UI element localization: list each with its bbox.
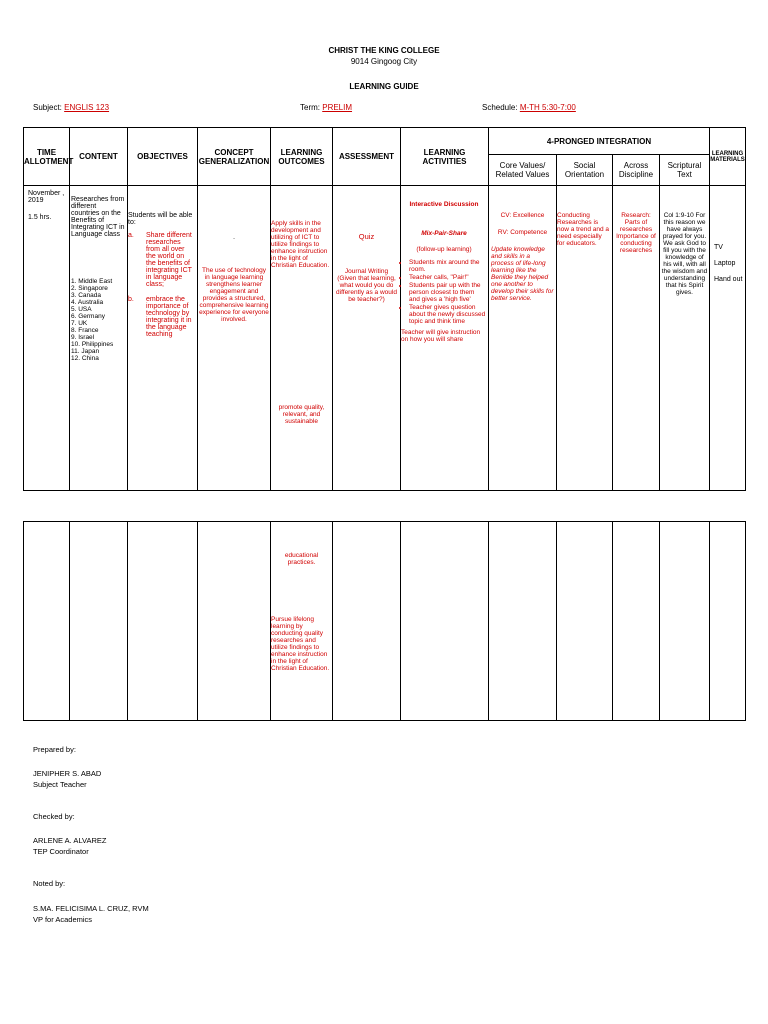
checked-by-label: Checked by: — [33, 812, 75, 821]
noted-by-name: S.MA. FELICISIMA L. CRUZ, RVM — [33, 904, 149, 913]
checked-by-title: TEP Coordinator — [33, 847, 89, 856]
schedule-value: M-TH 5:30-7:00 — [519, 103, 576, 112]
country-item: 5. USA — [71, 306, 92, 313]
materials-cell — [710, 186, 746, 491]
header-assessment: ASSESSMENT — [333, 128, 401, 186]
materials-list — [710, 186, 745, 283]
cont-scripture-cell — [660, 522, 710, 721]
cont-social-cell — [557, 522, 613, 721]
subject-value: ENGLIS 123 — [64, 103, 110, 112]
school-address: 9014 Gingoog City — [350, 57, 418, 66]
prepared-by-name: JENIPHER S. ABAD — [33, 769, 102, 778]
concept-text: The use of technology in language learning strengthens learner engagement and provides a structured, comprehensive learning experience for everyone involved. — [199, 267, 269, 323]
cont-core-values-cell — [489, 522, 557, 721]
country-item: 6. Germany — [71, 313, 105, 320]
concept-cell — [198, 186, 271, 491]
subject-label: Subject: — [33, 103, 62, 112]
activity-note: (follow-up learning) — [416, 246, 472, 253]
country-item: 7. UK — [71, 320, 88, 327]
activity-step: • Students mix around the room. — [409, 259, 487, 273]
material-item: Laptop — [714, 260, 736, 267]
core-value-cv: CV: Excellence — [500, 212, 545, 219]
objectives-intro: Students will be able to: — [128, 212, 193, 226]
cont-content-cell — [70, 522, 128, 721]
country-item: 12. China — [71, 355, 99, 362]
time-hours: 1.5 hrs. — [28, 214, 52, 221]
cont-across-cell — [613, 522, 660, 721]
country-item: 11. Japan — [71, 348, 100, 355]
country-item: 4. Australia — [71, 299, 104, 306]
cont-materials-cell — [710, 522, 746, 721]
cont-time-cell — [24, 522, 70, 721]
objective-b-marker: b. — [128, 296, 134, 303]
objective-a-marker: a. — [128, 232, 134, 239]
learning-guide-table-continued — [23, 521, 746, 721]
across-text: Research: Parts of researches Importance of conducting researches — [616, 212, 656, 254]
assessment-quiz: Quiz — [358, 232, 375, 241]
objective-b — [128, 296, 195, 338]
header-activities: LEARNING ACTIVITIES — [401, 128, 489, 186]
related-value-rv: RV: Competence — [497, 229, 548, 236]
outcomes-cell — [271, 186, 333, 491]
school-name: CHRIST THE KING COLLEGE — [328, 46, 440, 55]
learning-guide-table — [23, 127, 746, 491]
country-item: 1. Middle East — [71, 278, 113, 285]
header-objectives: OBJECTIVES — [128, 128, 198, 186]
activity-step: • Teacher calls, "Pair!" — [409, 274, 487, 281]
time-cell — [24, 186, 70, 491]
schedule-label: Schedule: — [482, 103, 518, 112]
content-intro: Researches from different countries on the Benefits of Integrating ICT in Language class — [71, 196, 125, 238]
country-item: 8. France — [71, 327, 99, 334]
time-date: November , 2019 — [28, 190, 65, 204]
outcome-promote: promote quality, relevant, and sustainable — [278, 404, 325, 425]
assessment-cell — [333, 186, 401, 491]
outcome-continued: educational practices. — [284, 552, 319, 566]
activity-steps — [401, 259, 487, 325]
outcome-apply: Apply skills in the development and utilizing of ICT to utilize findings to enhance instruction in the light of Christian Education. — [271, 220, 330, 269]
social-text: Conducting Researches is now a trend and a need especially for educators. — [557, 212, 610, 247]
objective-b-text: embrace the importance of technology by integrating it in the language teaching — [146, 296, 192, 338]
scripture-cell — [660, 186, 710, 491]
header-content: CONTENT — [70, 128, 128, 186]
cont-concept-cell — [198, 522, 271, 721]
content-cell — [70, 186, 128, 491]
activity-end: Teacher will give instruction on how you will share — [401, 329, 481, 343]
subject-field — [33, 103, 109, 112]
header-social: Social Orientation — [557, 155, 613, 186]
concept-dot: . — [233, 234, 235, 241]
noted-by-title: VP for Academics — [33, 915, 93, 924]
country-item: 10. Philippines — [71, 341, 114, 348]
term-field — [300, 103, 352, 112]
header-outcomes: LEARNING OUTCOMES — [271, 128, 333, 186]
checked-by-name: ARLENE A. ALVAREZ — [33, 836, 107, 845]
core-values-cell — [489, 186, 557, 491]
country-item: 3. Canada — [71, 292, 101, 299]
cont-activities-cell — [401, 522, 489, 721]
document-title: LEARNING GUIDE — [349, 82, 419, 91]
prepared-by-title: Subject Teacher — [33, 780, 87, 789]
schedule-field — [482, 103, 576, 112]
header-scriptural: Scriptural Text — [660, 155, 710, 186]
cont-assessment-cell — [333, 522, 401, 721]
header-materials: LEARNING MATERIALS — [710, 128, 746, 186]
activity-subtitle: Mix-Pair-Share — [421, 230, 467, 237]
material-item: Hand out — [714, 276, 743, 283]
term-value: PRELIM — [322, 103, 353, 112]
scripture-text: Col 1:9-10 For this reason we have always prayed for you. We ask God to fill you with the knowledge of his will, with all the wisdom and understanding that his Spirit gives. — [661, 212, 708, 296]
across-cell — [613, 186, 660, 491]
header-concept: CONCEPT GENERALIZATION — [198, 128, 271, 186]
country-item: 9. Israel — [71, 334, 95, 341]
header-across: Across Discipline — [613, 155, 660, 186]
term-label: Term: — [300, 103, 320, 112]
country-list — [71, 278, 126, 362]
country-item: 2. Singapore — [71, 285, 108, 292]
material-item: TV — [714, 244, 723, 251]
objective-a-text: Share different researches from all over the world on the benefits of integrating ICT in language class; — [146, 232, 192, 288]
objectives-cell — [128, 186, 198, 491]
header-core-values: Core Values/ Related Values — [489, 155, 557, 186]
activity-step: • Teacher gives question about the newly discussed topic and think time — [409, 304, 487, 325]
outcome-pursue: Pursue lifelong learning by conducting quality researches and utilize findings to enhance instruction in the light of Christian Education. — [271, 616, 330, 672]
assessment-journal: Journal Writing — [344, 268, 389, 275]
core-values-detail: Update knowledge and skills in a process of life-long learning like the Benilde they helped one another to develop their skills for better service. — [491, 246, 554, 302]
social-cell — [557, 186, 613, 491]
cont-outcomes-cell — [271, 522, 333, 721]
header-time-allotment: TIME ALLOTMENT — [24, 128, 70, 186]
activity-title: Interactive Discussion — [409, 201, 479, 208]
objective-a — [128, 232, 195, 288]
noted-by-label: Noted by: — [33, 879, 66, 888]
prepared-by-label: Prepared by: — [33, 745, 76, 754]
header-integration: 4-PRONGED INTEGRATION — [489, 128, 710, 155]
assessment-detail: (Given that learning, what would you do differently as a would be teacher?) — [336, 275, 397, 303]
cont-objectives-cell — [128, 522, 198, 721]
activity-step: • Students pair up with the person closest to them and gives a 'high five' — [409, 282, 487, 303]
activities-cell — [401, 186, 489, 491]
